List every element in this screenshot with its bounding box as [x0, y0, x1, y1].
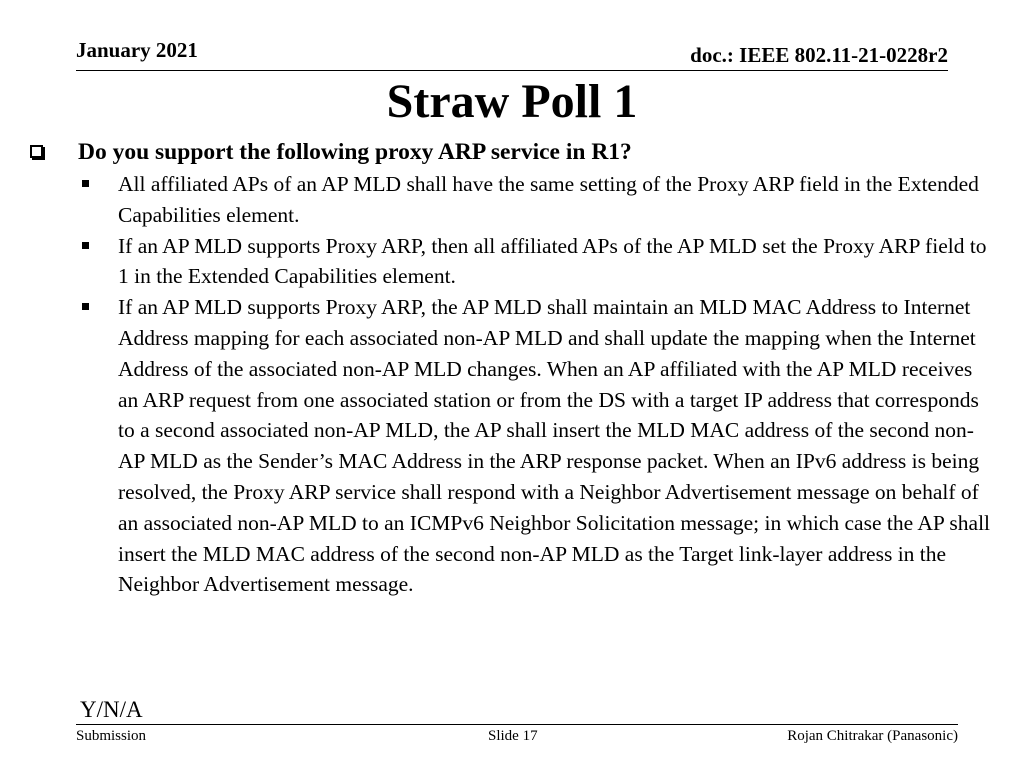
bullet-list: [26, 169, 994, 600]
header-doc-id: doc.: IEEE 802.11-21-0228r2: [690, 43, 948, 67]
square-bullet-icon: [82, 180, 89, 187]
checkbox-bullet-icon: [30, 145, 43, 158]
list-item: [26, 231, 994, 293]
footer-author: Rojan Chitrakar (Panasonic): [787, 728, 958, 744]
header-divider: [76, 70, 948, 71]
square-bullet-icon: [82, 242, 89, 249]
question-item: [26, 137, 994, 167]
list-item: [26, 292, 994, 600]
footer-submission: Submission: [76, 728, 147, 744]
bullet-text: If an AP MLD supports Proxy ARP, the AP MLD shall maintain an MLD MAC Address to Internet Address mapping for each associated non-AP MLD and shall update the mapping when the Internet Address of the associated non-AP MLD changes. When an AP affiliated with the AP MLD receives an ARP request from one associated station or from the DS with a target IP address that corresponds to a second associated non-AP MLD, the AP shall insert the MLD MAC address of the second non-AP MLD as the Sender’s MAC Address in the ARP response packet. When an IPv6 address is being resolved, the Proxy ARP service shall respond with a Neighbor Advertisement message on behalf of an associated non-AP MLD to an ICMPv6 Neighbor Solicitation message; in which case the AP shall insert the MLD MAC address of the second non-AP MLD as the Target link-layer address in the Neighbor Advertisement message.: [118, 295, 991, 597]
slide-title: Straw Poll 1: [386, 75, 638, 128]
bullet-text: If an AP MLD supports Proxy ARP, then all affiliated APs of the AP MLD set the Proxy ARP field to 1 in the Extended Capabilities element.: [118, 233, 987, 289]
question-text: Do you support the following proxy ARP service in R1?: [78, 139, 632, 165]
square-bullet-icon: [82, 303, 89, 310]
answer-options: Y/N/A: [80, 697, 143, 722]
slide-body: [26, 137, 994, 600]
list-item: [26, 169, 994, 231]
footer-divider: [76, 724, 958, 725]
header-date: January 2021: [76, 38, 198, 62]
footer-slide-number: Slide 17: [488, 728, 538, 744]
bullet-text: All affiliated APs of an AP MLD shall have the same setting of the Proxy ARP field in the Extended Capabilities element.: [118, 172, 979, 227]
